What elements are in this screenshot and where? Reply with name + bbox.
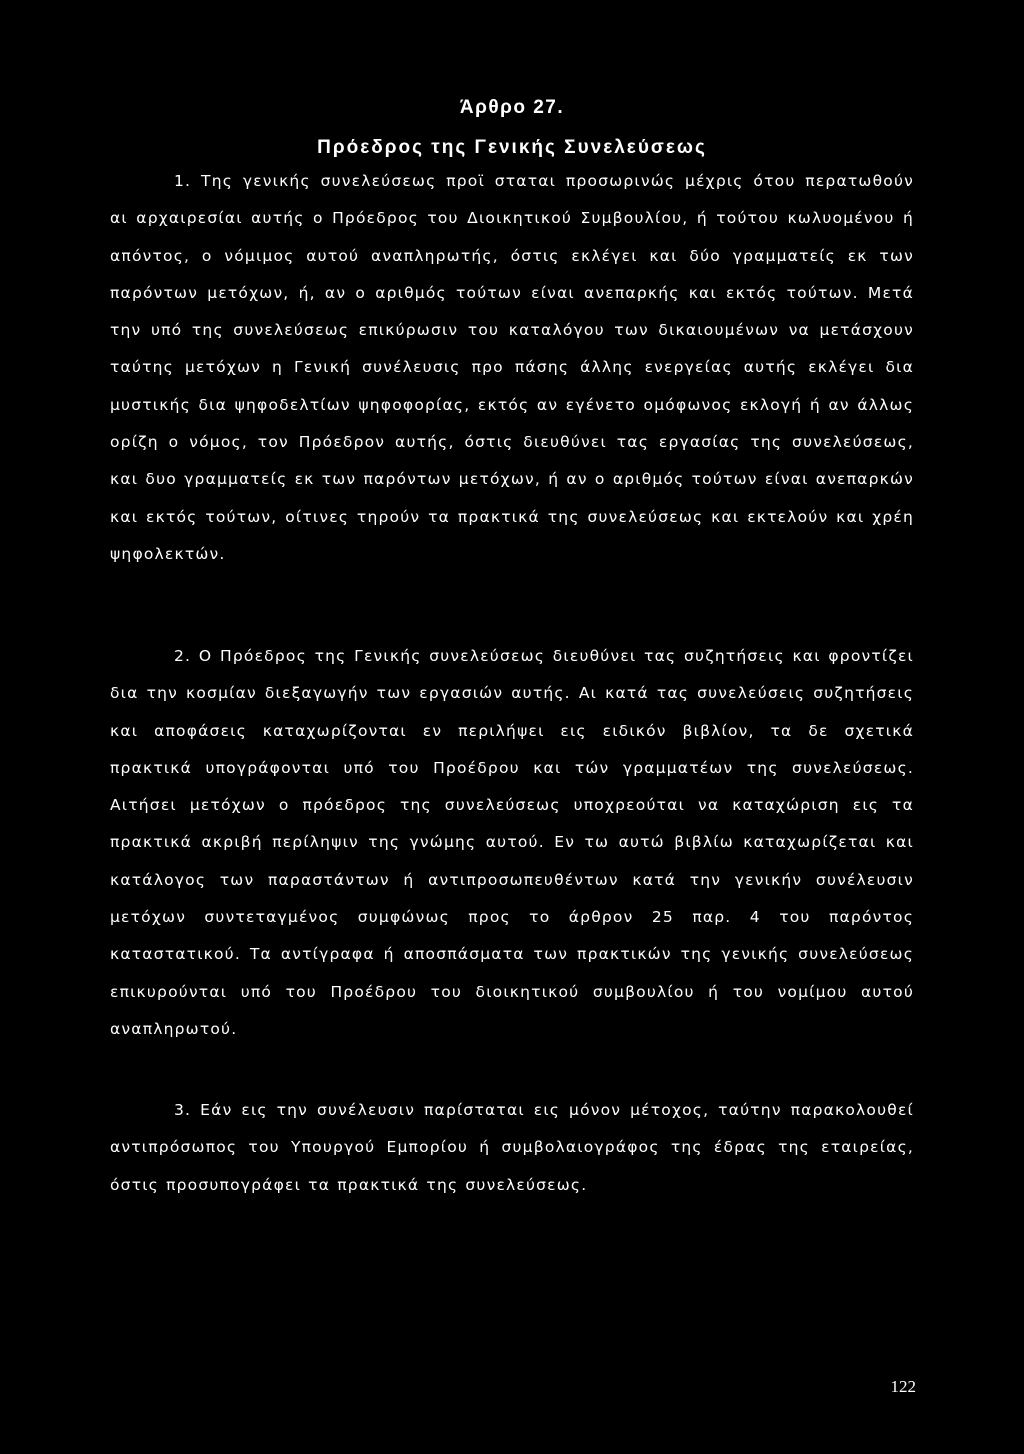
paragraph-2 bbox=[110, 638, 914, 1048]
paragraph-1 bbox=[110, 163, 914, 573]
paragraph-2-number: 2. bbox=[174, 647, 192, 665]
paragraph-1-text: Της γενικής συνελεύσεως προϊ σταται προσωρινώς μέχρις ότου περατωθούν αι αρχαιρεσίαι αυτής ο Πρόεδρος του Διοικητικού Συμβουλίου, ή τούτου κωλυομένου ή απόντος, ο νόμιμος αυτού αναπληρωτής, όστις εκλέγει και δύο γραμματείς εκ των παρόντων μετόχων, ή, αν ο αριθμός τούτων είναι ανεπαρκής και εκτός τούτων. Μετά την υπό της συνελεύσεως επικύρωσιν του καταλόγου των δικαιουμένων να μετάσχουν ταύτης μετόχων η Γενική συνέλευσις προ πάσης άλλης ενεργείας αυτής εκλέγει δια μυστικής δια ψηφοδελτίων ψηφοφορίας, εκτός αν εγένετο ομόφωνος εκλογή ή αν άλλως ορίζη ο νόμος, τον Πρόεδρον αυτής, όστις διευθύνει τας εργασίας της συνελεύσεως, και δυο γραμματείς εκ των παρόντων μετόχων, ή αν ο αριθμός τούτων είναι ανεπαρκών και εκτός τούτων, οίτινες τηρούν τα πρακτικά της συνελεύσεως και εκτελούν και χρέη ψηφολεκτών. bbox=[110, 172, 914, 563]
paragraph-3 bbox=[110, 1092, 914, 1204]
page-number: 122 bbox=[890, 1377, 916, 1396]
article-title: Πρόεδρος της Γενικής Συνελεύσεως bbox=[317, 137, 707, 158]
paragraph-3-text: Εάν εις την συνέλευσιν παρίσταται εις μόνον μέτοχος, ταύτην παρακολουθεί αντιπρόσωπος του Υπουργού Εμπορίου ή συμβολαιογράφος της έδρας της εταιρείας, όστις προσυπογράφει τα πρακτικά της συνελεύσεως. bbox=[110, 1101, 914, 1194]
paragraph-3-number: 3. bbox=[174, 1101, 192, 1119]
paragraph-2-text: Ο Πρόεδρος της Γενικής συνελεύσεως διευθύνει τας συζητήσεις και φροντίζει δια την κοσμίαν διεξαγωγήν των εργασιών αυτής. Αι κατά τας συνελεύσεις συζητήσεις και αποφάσεις καταχωρίζονται εν περιλήψει εις ειδικόν βιβλίον, τα δε σχετικά πρακτικά υπογράφονται υπό του Προέδρου και τών γραμματέων της συνελεύσεως. Αιτήσει μετόχων ο πρόεδρος της συνελεύσεως υποχρεούται να καταχώριση εις τα πρακτικά ακριβή περίληψιν της γνώμης αυτού. Εν τω αυτώ βιβλίω καταχωρίζεται και κατάλογος των παραστάντων ή αντιπροσωπευθέντων κατά την γενικήν συνέλευσιν μετόχων συντεταγμένος συμφώνως προς το άρθρον 25 παρ. 4 του παρόντος καταστατικού. Τα αντίγραφα ή αποσπάσματα των πρακτικών της γενικής συνελεύσεως επικυρούνται υπό του Προέδρου του διοικητικού συμβουλίου ή του νομίμου αυτού αναπληρωτού. bbox=[110, 647, 914, 1038]
article-number: Άρθρο 27. bbox=[459, 97, 565, 118]
paragraph-1-number: 1. bbox=[174, 172, 192, 190]
